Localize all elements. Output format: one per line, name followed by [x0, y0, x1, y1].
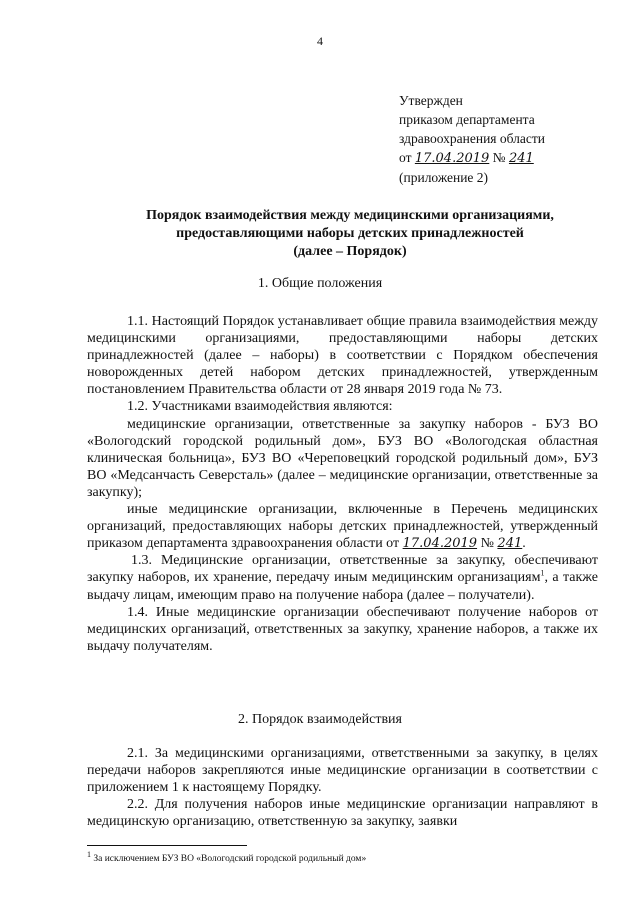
approval-number-prefix: №: [492, 150, 506, 165]
paragraph-participants-1: медицинские организации, ответственные за закупку наборов - БУЗ ВО «Вологодский городской родильный дом», БУЗ ВО «Вологодская областная клиническая больница», БУЗ ВО «Череповецкий городской родильный дом», БУЗ ВО «Медсанчасть Северсталь» (далее – медицинские организации, ответственные за закупку);: [87, 416, 598, 500]
approval-date: 17.04.2019: [414, 151, 490, 166]
paragraph-1-3-text: 1.3. Медицинские организации, ответственные за закупку, обеспечивают закупку наборов, их хранение, передачу иным медицинским организациям: [87, 553, 598, 586]
title-line-2: предоставляющими наборы детских принадлежностей: [176, 226, 524, 241]
approval-date-prefix: от: [399, 150, 412, 165]
paragraph-1-2: 1.2. Участниками взаимодействия являются:: [127, 399, 393, 415]
order-date: 17.04.2019: [402, 536, 478, 552]
section-1-body: [87, 313, 598, 655]
footnote-text: За исключением БУЗ ВО «Вологодский городской родильный дом»: [93, 854, 367, 864]
page-number: 4: [317, 34, 323, 48]
paragraph-1-1: 1.1. Настоящий Порядок устанавливает общие правила взаимодействия между медицинскими организациями, предоставляющими наборы детских принадлежностей (далее – наборы) в соответствии с Порядком обеспечения новорожденных детей набором детских принадлежностей, утвержденным постановлением Правительства области от 28 января 2019 года № 73.: [87, 314, 598, 398]
footnote-ref: 1: [540, 568, 545, 578]
paragraph-1-3-end: , а также выдачу лицам, имеющим право на получение набора (далее – получатели).: [87, 570, 598, 603]
approval-date-line: [399, 148, 545, 168]
paragraph-participants-2: [87, 501, 598, 552]
paragraph-2-1: 2.1. За медицинскими организациями, ответственными за закупку, в целях передачи наборов закрепляются иные медицинские организации в соответствии с приложением 1 к настоящему Порядку.: [87, 746, 598, 796]
footnote-mark: 1: [87, 849, 91, 859]
section-2-heading: 2. Порядок взаимодействия: [238, 712, 402, 727]
title-line-1: Порядок взаимодействия между медицинскими организациями,: [146, 208, 554, 223]
footnote: [87, 849, 367, 864]
approval-line-3: здравоохранения области: [399, 131, 546, 146]
approval-appendix: (приложение 2): [399, 170, 489, 185]
order-number: 241: [497, 536, 523, 552]
approval-number: 241: [508, 151, 534, 166]
paragraph-2-2: 2.2. Для получения наборов иные медицинские организации направляют в медицинскую организацию, ответственную за закупку, заявки: [87, 797, 598, 830]
section-2-body: [87, 745, 598, 830]
order-number-end: .: [522, 536, 526, 552]
paragraph-1-4: 1.4. Иные медицинские организации обеспечивают получение наборов от медицинских организаций, ответственных за закупку, хранение наборов, а также их выдачу получателям.: [87, 604, 598, 654]
title-line-3: (далее – Порядок): [293, 244, 407, 259]
approval-line-1: Утвержден: [399, 93, 463, 108]
approval-block: [399, 91, 545, 187]
paragraph-participants-2-text: иные медицинские организации, включенные в Перечень медицинских организаций, предоставляющих наборы детских принадлежностей, утвержденный приказом департамента здравоохранения области от: [87, 502, 598, 552]
paragraph-1-3: [87, 552, 598, 603]
order-number-prefix: №: [480, 536, 494, 552]
footnote-divider: [87, 845, 247, 846]
document-title: [60, 207, 640, 261]
approval-line-2: приказом департамента: [399, 112, 535, 127]
section-1-heading: 1. Общие положения: [257, 276, 383, 291]
